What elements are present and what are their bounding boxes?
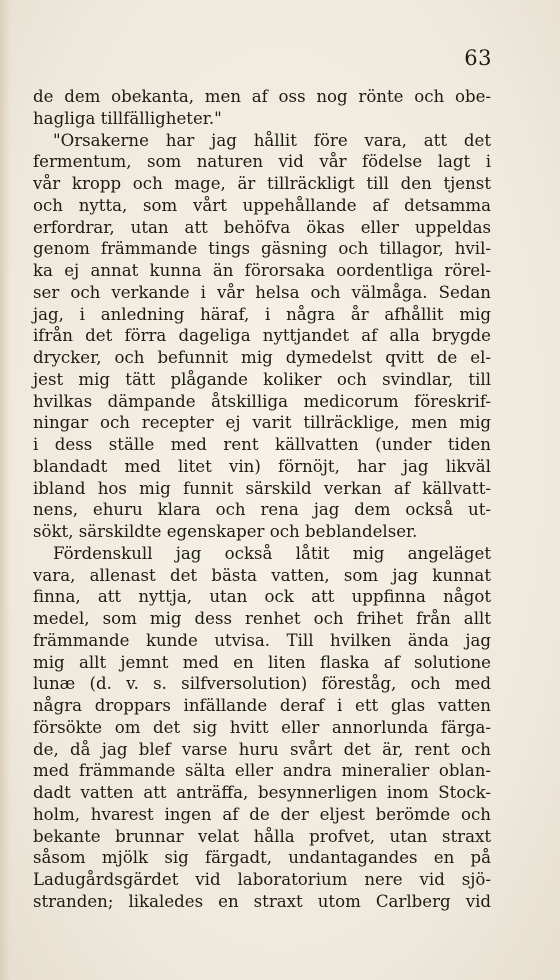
text-line: ifrån det förra dageliga nyttjandet af alla brygde <box>33 326 491 346</box>
text-line: ningar och recepter ej varit tillräcklige, men mig <box>33 413 491 433</box>
spine-shadow <box>0 0 10 980</box>
text-line: de dem obekanta, men af oss nog rönte och obe- <box>33 87 491 106</box>
text-line: Fördenskull jag också låtit mig angeläget <box>53 543 491 563</box>
text-line: erfordrar, utan att behöfva ökas eller uppeldas <box>33 217 491 237</box>
text-line: vara, allenast det bästa vatten, som jag kunnat <box>33 565 491 585</box>
text-line: hagliga tillfälligheter." <box>33 108 222 128</box>
text-line: nens, ehuru klara och rena jag dem också ut- <box>33 500 491 520</box>
text-line: dadt vatten att anträffa, besynnerligen inom Stock- <box>33 783 491 802</box>
text-line: ibland hos mig funnit särskild verkan af källvatt- <box>33 478 491 498</box>
text-line: försökte om det sig hvitt eller annorlunda färga- <box>33 717 491 737</box>
text-line: ser och verkande i vår helsa och välmåga. Sedan <box>33 282 491 302</box>
text-line: sökt, särskildte egenskaper och beblandelser. <box>33 522 418 541</box>
text-line: jest mig tätt plågande koliker och svindlar, till <box>33 369 491 389</box>
text-line: lunæ (d. v. s. silfversolution) föreståg, och med <box>33 674 491 694</box>
text-line: ka ej annat kunna än förorsaka oordentliga rörel- <box>33 261 491 280</box>
text-line: såsom mjölk sig färgadt, undantagandes en på <box>33 848 491 868</box>
text-line: genom främmande tings gäsning och tillagor, hvil- <box>33 239 491 259</box>
page-number: 63 <box>464 46 492 70</box>
text-line: mig allt jemnt med en liten flaska af solutione <box>33 652 491 672</box>
text-line: blandadt med litet vin) förnöjt, har jag likväl <box>33 456 491 476</box>
text-line: bekante brunnar velat hålla profvet, utan straxt <box>33 826 491 846</box>
text-line: medel, som mig dess renhet och frihet från allt <box>33 609 491 628</box>
text-line: de, då jag blef varse huru svårt det är, rent och <box>33 739 491 759</box>
text-line: vår kropp och mage, är tillräckligt till den tjenst <box>33 174 491 193</box>
text-line: några droppars infällande deraf i ett glas vatten <box>33 696 491 715</box>
text-line: Ladugårdsgärdet vid laboratorium nere vid sjö- <box>33 870 491 889</box>
text-line: främmande kunde utvisa. Till hvilken ända jag <box>33 630 491 650</box>
text-line: "Orsakerne har jag hållit före vara, att det <box>53 130 491 150</box>
text-line: jag, i anledning häraf, i några år afhållit mig <box>33 304 491 324</box>
body-text <box>33 86 491 913</box>
text-line: fermentum, som naturen vid vår födelse lagt i <box>33 152 491 172</box>
text-line: stranden; likaledes en straxt utom Carlberg vid <box>33 891 491 911</box>
text-line: och nytta, som vårt uppehållande af detsamma <box>33 195 491 215</box>
text-line: med främmande sälta eller andra mineralier oblan- <box>33 761 491 781</box>
text-line: finna, att nyttja, utan ock att uppfinna något <box>33 587 491 607</box>
text-line: drycker, och befunnit mig dymedelst qvitt de el- <box>33 348 491 367</box>
text-line: i dess ställe med rent källvatten (under tiden <box>33 435 491 454</box>
text-line: hvilkas dämpande åtskilliga medicorum föreskrif- <box>33 391 491 411</box>
text-line: holm, hvarest ingen af de der eljest berömde och <box>33 804 491 824</box>
